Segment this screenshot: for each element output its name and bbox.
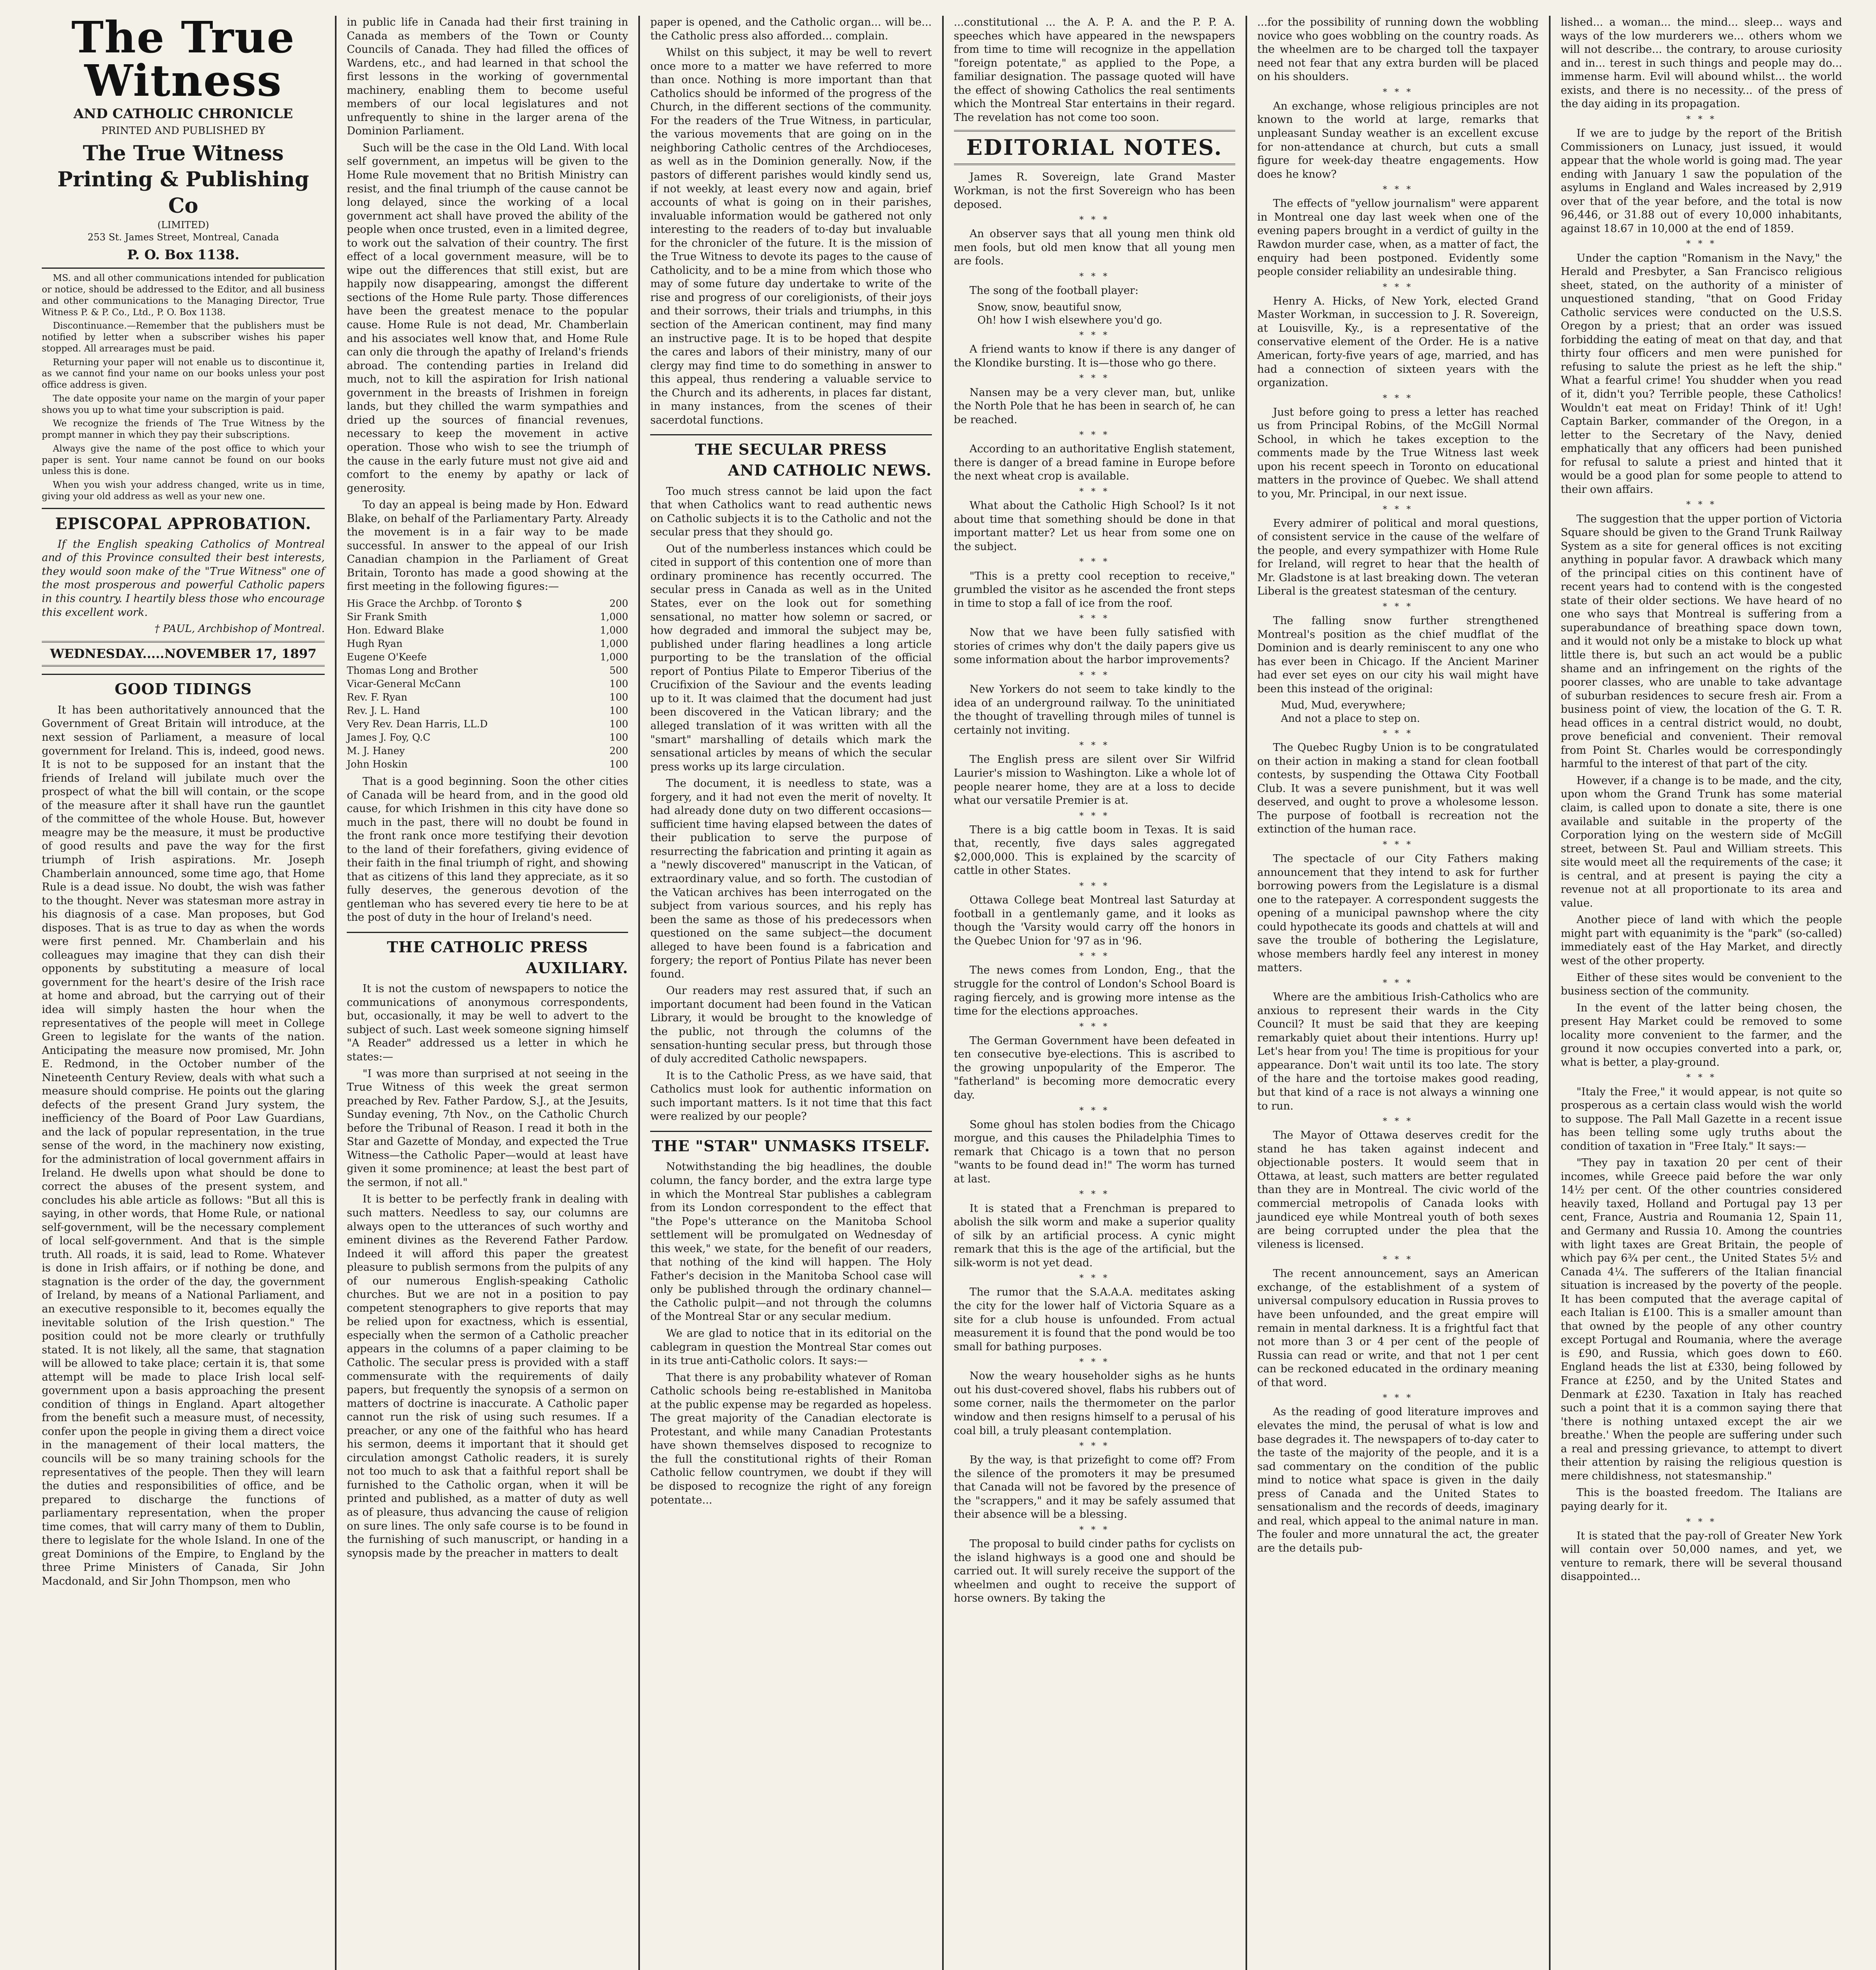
article-paragraph: It has been authoritatively announced that the Government of Great Britain will introduce, at the next session of Parliament, a measure of local government for Ireland. This is, indeed, good news. It is not to be supposed for an instant that the friends of Ireland will jubilate much over the prospect of what the bill will contain, or the scope of the measure after it shall have run the gauntlet of the committee of the whole House. But, however meagre may be the measure, it must be productive of good results and pave the way for the first triumph of Irish aspirations. Mr. Joseph Chamberlain announced, some time ago, that Home Rule is a dead issue. No doubt, the wish was father to the thought. Never was statesman more astray in his diagnosis of a case. Man proposes, but God disposes. That is as true to day as when the words were first penned. Mr. Chamberlain and his colleagues may imagine that they can dish their opponents by substituting a measure of local government for the heart's desire of the Irish race at home and abroad, but the carrying out of their idea will simply hasten the hour when the representatives of the people will meet in College Green to legislate for the wants of the nation. Anticipating the measure now promised, Mr. John E. Redmond, in the October number of the Nineteenth Century Review, deals with what such a measure should comprise. He points out the glaring defects of the present Grand Jury system, the inefficiency of the Board of Poor Law Guardians, and the lack of popular representation, in the true sense of the word, in the machinery now existing, for the administration of local government affairs in Ireland. He dwells upon what should be done to correct the abuses of the present system, and concludes his able article as follows: "But all this is saying, in other words, that Home Rule, or national self-government, will be the necessary complement of local self-government. And that is the simple truth. All roads, it is said, lead to Rome. Whatever is done in Irish affairs, or if nothing be done, and stagnation is the order of the day, the government of Ireland, by means of a National Parliament, and an executive responsible to it, becomes equally the inevitable solution of the Irish question." The position could not be more clearly or truthfully stated. It is not likely, all the same, that stagnation will be allowed to take place; certain it is, that some attempt will be made to place Irish local self-government upon a basis approaching the present condition of things in England. Apart altogether from the benefit such a measure must, of necessity, confer upon the people in giving them a direct voice in the management of their local matters, the councils will be so many training schools for the representatives of the people. Then they will learn the duties and responsibilities of office, and be prepared to discharge the functions of parliamentary representation, when the proper time comes, that will carry many of them to Dublin, there to legislate for the whole Island. In one of the great Dominions of the Empire, to England by the three Prime Ministers of Canada, Sir John Macdonald, and Sir John Thompson, men who — [42, 704, 325, 1587]
article-paragraph: We are glad to notice that in its editorial on the cablegram in question the Montreal Star comes out in its true anti-Catholic colors. It says:— — [650, 1327, 932, 1367]
article-paragraph: Out of the numberless instances which could be cited in support of this contention one of more than ordinary prominence has recently occurred. The secular press in Canada as well as in the United States, ever on the look out for something sensational, no matter how solemn or sacred, or how degraded and immoral the subject may be, published under flaring headlines a long article purporting to be the translation of the official report of Pontius Pilate to Emperor Tiberius of the Crucifixion of the Saviour and the events leading up to it. It was claimed that the document had just been discovered in the Vatican library; and the alleged translation of it was written with all the "smart" marshalling of details which mark the sensational articles by means of which the secular press works up its large circulation. — [650, 543, 932, 773]
editorial-note: According to an authoritative English statement, there is danger of a bread famine in Europe before the next wheat crop is available. — [954, 443, 1235, 483]
catholic-press-subheading: AUXILIARY. — [526, 959, 628, 977]
verse-line: And not a place to step on. — [1281, 712, 1420, 725]
notice: When you wish your address changed, write us in time, giving your old address as well as your new one. — [42, 480, 325, 502]
subscriber-name: Thomas Long and Brother — [347, 664, 478, 676]
verse — [1281, 699, 1539, 725]
article-paragraph: Notwithstanding the big headlines, the double column, the fancy border, and the extra large type in which the Montreal Star publishes a cablegram from its London correspondent to the effect that "the Pope's utterance on the Manitoba School settlement will be promulgated on Wednesday of this week," we state, for the benefit of our readers, that nothing of the kind will happen. The Holy Father's decision in the Manitoba School case will only be published through the ordinary channel—the Catholic pulpit—and not through the columns of the Montreal Star or any secular medium. — [650, 1161, 932, 1323]
subscription-row — [347, 624, 628, 637]
subscriber-name: Very Rev. Dean Harris, LL.D — [347, 718, 488, 730]
subscription-row — [347, 637, 628, 650]
subscription-amount: 100 — [609, 758, 628, 770]
editorial-note: What about the Catholic High School? Is it not about time that something should be done in that important matter? Let us hear from some one on the subject. — [954, 500, 1235, 553]
separator-stars: * * * — [1079, 1273, 1110, 1284]
editorial-note: The spectacle of our City Fathers making announcement that they intend to ask for further borrowing powers from the Legislature is a dismal one to the ratepayer. A correspondent suggests the opening of a municipal pawnshop where the city could hypothecate its goods and chattels at will and save the trouble of bothering the Legislature, whose members hardly feel any interest in money matters. — [1257, 853, 1539, 974]
separator-stars: * * * — [1686, 114, 1717, 125]
subscriber-name: Hon. Edward Blake — [347, 624, 444, 636]
catholic-press-heading: THE CATHOLIC PRESS — [347, 932, 628, 957]
subscriber-name: Vicar-General McCann — [347, 678, 461, 690]
column-4 — [942, 16, 1246, 1970]
editorial-note: "They pay in taxation 20 per cent of their incomes, while Greece paid before the war only 14½ per cent. Of the other countries considered heavily taxed, Holland and Portugal pay 13 per cent, France, Austria and Roumania 12, Spain 11, and Germany and Russia 10. Among the countries with light taxes are Great Britain, the people of which pay 6¾ per cent., the United States 5½ and Canada 4¼. The sufferers of the Italian financial situation is increased by the poverty of the people. It has been computed that the average capital of each Italian is £100. This is a smaller amount than that owned by the people of any other country except Portugal and Roumania, where the average is £90, and Russia, which goes down to £60. England heads the list at £330, being followed by France at £250, and by the United States and Denmark at £230. Taxation in Italy has reached such a point that it is a common saying there that 'there is nothing untaxed except the air we breathe.' When the people are suffering under such a real and pressing grievance, to attempt to divert their attention by raising the religious question is mere childishness, not statesmanship." — [1560, 1157, 1842, 1482]
separator-stars: * * * — [1079, 614, 1110, 624]
masthead-po-box: P. O. Box 1138. — [127, 247, 240, 263]
editorial-note: lished... a woman... the mind... sleep... ways and ways of the low murderers we... others whom we will not describe... the contrary, to arouse curiosity and in... terest in such things and people may do... immense harm. Evil will abound whilst... the world exists, and there is no necessity... of the press of the day aiding in its propagation. — [1560, 16, 1842, 110]
editorial-note: Another piece of land with which the people might part with equanimity is the "park" (so-called) immediately east of the Hay Market, and directly west of the other property. — [1560, 914, 1842, 967]
subscription-row — [347, 744, 628, 758]
subscription-amount: 1,000 — [600, 611, 628, 623]
article-paragraph: It is better to be perfectly frank in dealing with such matters. Needless to say, our columns are always open to the utterances of such worthy and eminent divines as the Reverend Father Pardow. Indeed it will afford this paper the greatest pleasure to publish sermons from the pulpits of any of our numerous English-speaking Catholic churches. But we are not in a position to pay competent stenographers to give reports that may be relied upon for exactness, which is essential, especially when the sermon of a Catholic preacher appears in the columns of a paper claiming to be Catholic. The secular press is provided with a staff commensurate with the requirements of daily papers, but frequently the synopsis of a sermon on matters of doctrine is inaccurate. A Catholic paper cannot run the risk of using such resumes. If a preacher, or any one of the faithful who has heard his sermon, deems it important that it should get circulation amongst Catholic readers, it is surely not too much to ask that a faithful report shall be furnished to the Catholic organ, when it will be printed and published, as a matter of duty as well as of pleasure, thus advancing the cause of religion on sure lines. The only safe course is to be found in the furnishing of such manuscript, or handing in a synopsis made by the preacher in matters to dealt — [347, 1193, 628, 1559]
article-paragraph: ...constitutional ... the A. P. A. and the P. P. A. speeches which have appeared in the newspapers from time to time will recognize in the appellation "foreign potentate," as applied to the Pope, a familiar designation. The passage quoted will have the effect of showing Catholics the real sentiments which the Montreal Star entertains in their regard. The revelation has not come too soon. — [954, 16, 1235, 124]
subscription-row — [347, 650, 628, 664]
verse-line: Mud, Mud, everywhere; — [1281, 699, 1406, 712]
editorial-note: Now the weary householder sighs as he hunts out his dust-covered shovel, flabs his rubbers out of some corner, nails the thermometer on the parlor window and then resigns himself to a perusal of his coal bill, a truly pleasant contemplation. — [954, 1370, 1235, 1437]
editorial-note: The falling snow further strengthened Montreal's position as the chief mudflat of the Dominion and is dearly reminiscent to any one who has ever been in Chicago. If the Ancient Mariner had ever set eyes on our city his wail might have been this instead of the original: — [1257, 615, 1539, 695]
separator-stars: * * * — [1383, 1255, 1413, 1265]
editorial-note: An observer says that all young men think old men fools, but old men know that all young men are fools. — [954, 228, 1235, 268]
notice: We recognize the friends of The True Witness by the prompt manner in which they pay their subscriptions. — [42, 418, 325, 440]
editorial-note: Ottawa College beat Montreal last Saturday at football in a gentlemanly game, and it looks as though the 'Varsity would carry off the honors in the Quebec Union for '97 as in '96. — [954, 894, 1235, 947]
subscription-amount: 200 — [609, 745, 628, 756]
article-paragraph: That there is any probability whatever of Roman Catholic schools being re-established in Manitoba at the public expense may be regarded as hopeless. The great majority of the Canadian electorate is Protestant, and while many Canadian Protestants have shown themselves disposed to recognize to the full the constitutional rights of their Roman Catholic fellow countrymen, we doubt if they will be disposed to recognize the right of any foreign potentate... — [650, 1371, 932, 1506]
subscriber-name: James J. Foy, Q.C — [347, 731, 431, 743]
separator-stars: * * * — [1383, 393, 1413, 403]
separator-stars: * * * — [1079, 1189, 1110, 1200]
column-6 — [1549, 16, 1852, 1970]
separator-stars: * * * — [1383, 1393, 1413, 1403]
editorial-note: Nansen may be a very clever man, but, unlike the North Pole that he has been in search of, he can be reached. — [954, 386, 1235, 426]
subscriber-name: M. J. Haney — [347, 745, 405, 756]
subscription-row — [347, 758, 628, 771]
separator-stars: * * * — [1686, 1517, 1717, 1527]
editorial-note: "Italy the Free," it would appear, is not quite so prosperous as a certain class would wish the world to suppose. The Pall Mall Gazette in a recent issue has been telling some ugly truths about the condition of taxation in "Free Italy." It says:— — [1560, 1085, 1842, 1152]
separator-stars: * * * — [1079, 1022, 1110, 1032]
masthead-subtitle: AND CATHOLIC CHRONICLE — [73, 106, 293, 122]
editorial-note: "This is a pretty cool reception to receive," grumbled the visitor as he ascended the front steps in time to stop a fall of ice from the roof. — [954, 570, 1235, 610]
notice: The date opposite your name on the margin of your paper shows you up to what time your subscription is paid. — [42, 393, 325, 415]
separator-stars: * * * — [1079, 271, 1110, 282]
editorial-note: There is a big cattle boom in Texas. It is said that, recently, five days sales aggregated $2,000,000. This is explained by the scarcity of cattle in other States. — [954, 823, 1235, 877]
masthead-printed-by: PRINTED AND PUBLISHED BY — [101, 125, 266, 137]
editorial-note: A friend wants to know if there is any danger of the Klondike bursting. It is—those who go there. — [954, 343, 1235, 369]
editorial-note: Henry A. Hicks, of New York, elected Grand Master Workman, in succession to J. R. Sovereign, at Louisville, Ky., is a representative of the conservative element of the Order. He is a native American, forty-five years of age, married, and has had a connection of sixteen years with the organization. — [1257, 295, 1539, 389]
separator-stars: * * * — [1383, 602, 1413, 612]
editorial-note: By the way, is that prizefight to come off? From the silence of the promoters it may be presumed that Canada will not be favored by the presence of the "scrappers," and it may be safely assumed that their absence will be a blessing. — [954, 1454, 1235, 1521]
editorial-note: However, if a change is to be made, and the city, upon whom the Grand Trunk has some material claim, is called upon to donate a site, there is one available and suitable in the property of the Corporation lying on the western side of McGill street, between St. Paul and William streets. This site would meet all the requirements of the case; it is central, and at present is paying the city a revenue not at all proportionate to its area and value. — [1560, 774, 1842, 909]
separator-stars: * * * — [1383, 504, 1413, 515]
approbation-signature: † PAUL, Archbishop of Montreal. — [154, 623, 325, 635]
subscription-amount: 1,000 — [600, 637, 628, 649]
good-tidings-heading: GOOD TIDINGS — [42, 674, 325, 699]
editorial-note: This is the boasted freedom. The Italians are paying dearly for it. — [1560, 1487, 1842, 1513]
separator-stars: * * * — [1383, 282, 1413, 292]
separator-stars: * * * — [1079, 952, 1110, 962]
verse — [978, 301, 1235, 327]
editorial-note: Now that we have been fully satisfied with stories of crimes why don't the daily papers give us some information about the harbor improvements? — [954, 626, 1235, 666]
editorial-notes-heading: EDITORIAL NOTES. — [954, 130, 1235, 165]
editorial-note: The effects of "yellow journalism" were apparent in Montreal one day last week when one of the evening papers brought in a verdict of guilty in the Rawdon murder case, when, as a matter of fact, the enquiry had been postponed. Evidently some people consider reliability an undesirable thing. — [1257, 197, 1539, 278]
separator-stars: * * * — [1079, 331, 1110, 341]
separator-stars: * * * — [1079, 374, 1110, 384]
separator-stars: * * * — [1079, 215, 1110, 225]
editorial-note: The recent announcement, says an American exchange, of the establishment of a system of universal compulsory education in Russia proves to have been unfounded, and the great empire will remain in mental darkness. It is a frightful fact that not more than 3 or 4 per cent of the people of Russia can read or write, and that not 1 per cent can be reckoned educated in the ordinary meaning of that word. — [1257, 1267, 1539, 1389]
subscription-row — [347, 610, 628, 624]
separator-stars: * * * — [1686, 1073, 1717, 1083]
subscription-amount: 100 — [609, 691, 628, 703]
star-unmasks-heading: THE "STAR" UNMASKS ITSELF. — [650, 1131, 931, 1156]
subscription-amount: 1,000 — [600, 624, 628, 636]
notice: MS. and all other communications intended for publication or notice, should be addressed to the Editor, and all business and other communications to the Managing Director, True Witness P. & P. Co., Ltd., P. O. Box 1138. — [42, 273, 325, 318]
article-paragraph: It is not the custom of newspapers to notice the communications of anonymous correspondents, but, occasionally, it may be well to advert to the subject of such. Last week someone signing himself "A Reader" addressed us a letter in which he states:— — [347, 983, 628, 1063]
editorial-note: James R. Sovereign, late Grand Master Workman, is not the first Sovereign who has been deposed. — [954, 171, 1235, 211]
subscriber-name: His Grace the Archbp. of Toronto $ — [347, 597, 522, 609]
subscriber-name: Rev. J. L. Hand — [347, 704, 420, 716]
article-paragraph: Too much stress cannot be laid upon the fact that when Catholics want to read authentic news on Catholic subjects it is to the Catholic and not the secular press that they should go. — [650, 485, 932, 539]
subscription-amount: 500 — [609, 664, 628, 676]
separator-stars: * * * — [1686, 500, 1717, 510]
approbation-heading: EPISCOPAL APPROBATION. — [42, 508, 325, 534]
separator-stars: * * * — [1079, 811, 1110, 821]
editorial-note: The news comes from London, Eng., that the struggle for the control of London's School Board is raging fiercely, and is growing more intense as the time for the elections approaches. — [954, 964, 1235, 1018]
subscription-row — [347, 691, 628, 704]
separator-stars: * * * — [1079, 557, 1110, 567]
separator-stars: * * * — [1079, 430, 1110, 440]
secular-press-heading: THE SECULAR PRESS — [650, 434, 931, 459]
subscription-amount: 100 — [609, 731, 628, 743]
dateline: WEDNESDAY.....NOVEMBER 17, 1897 — [42, 641, 325, 667]
subscriber-name: Hugh Ryan — [347, 637, 403, 649]
notice: Discontinuance.—Remember that the publishers must be notified by letter when a subscriber wishes his paper stopped. All arrearages must be paid. — [42, 321, 325, 354]
editorial-note: Where are the ambitious Irish-Catholics who are anxious to represent their wards in the City Council? It must be said that they are keeping remarkably quiet about their intentions. Hurry up! Let's hear from you! The time is propitious for your appearance. Don't wait until its too late. The story of the hare and the tortoise makes good reading, but that kind of a race is not always a winning one to run. — [1257, 991, 1539, 1112]
subscription-row — [347, 677, 628, 691]
article-paragraph: That is a good beginning. Soon the other cities of Canada will be heard from, and in the good old cause, for which Irishmen in this city have done so much in the past, there will no doubt be found in the front rank once more testifying their devotion to the land of their forefathers, giving evidence of their faith in the final triumph of right, and showing that as citizens of this land they appreciate, as it so fully deserves, the generous devotion of the gentleman who has severed every tie here to be at the post of duty in the hour of Ireland's need. — [347, 775, 628, 924]
column-2 — [335, 16, 638, 1970]
editorial-note: An exchange, whose religious principles are not known to the world at large, remarks that unpleasant Sunday weather is an excellent excuse for non-attendance at church, but cuts a small figure for week-day theatre engagements. How does he know? — [1257, 100, 1539, 180]
verse-line: Snow, snow, beautiful snow, — [977, 301, 1122, 313]
article-paragraph: "I was more than surprised at not seeing in the True Witness of this week the great sermon preached by Rev. Father Pardow, S.J., at the Jesuits, Sunday evening, 7th Nov., on the Catholic Church before the Tribunal of Reason. I read it both in the Star and Gazette of Monday, and expected the True Witness—the Catholic Paper—would at least have given it some prominence; at least the best part of the sermon, if not all." — [347, 1067, 628, 1189]
separator-stars: * * * — [1383, 729, 1413, 739]
column-1 — [32, 16, 335, 1970]
separator-stars: * * * — [1079, 487, 1110, 497]
separator-stars: * * * — [1079, 1357, 1110, 1368]
masthead-limited: (LIMITED) — [157, 219, 209, 231]
article-paragraph: It is to the Catholic Press, as we have said, that Catholics must look for authentic information on such important matters. Is it not time that this fact were realized by our people? — [650, 1069, 932, 1123]
article-paragraph: The document, it is needless to state, was a forgery, and it had not even the merit of novelty. It had already done duty on two different occasions—sufficient time having elapsed between the dates of their publication to serve the purpose of resurrecting the fabrication and printing it again as a "newly discovered" manuscript in the Vatican, of extraordinary value, and so forth. The custodian of the Vatican archives has been interrogated on the subject from various sources, and his reply has been the same as those of his predecessors when questioned on the same subject—the document alleged to have been found is a fabrication and forgery; the report of Pontius Pilate has never been found. — [650, 777, 932, 980]
editorial-note: It is stated that the pay-roll of Greater New York will contain over 50,000 names, and yet, we venture to remark, there will be several thousand disappointed... — [1560, 1530, 1842, 1583]
subscription-row — [347, 731, 628, 744]
article-paragraph: To day an appeal is being made by Hon. Edward Blake, on behalf of the Parliamentary Party. Already the movement is in a fair way to be made successful. In answer to the appeal of our Irish Canadian champion in the Parliament of Great Britain, Toronto has made a good showing at the first meeting in the following figures:— — [347, 499, 628, 593]
masthead-company: The True Witness Printing & Publishing Co — [57, 141, 309, 218]
article-paragraph: in public life in Canada had their first training in Canada as members of the Town or County Councils of Canada. They had filled the offices of Wardens, etc., and had learned in that school the first lessons in the working of governmental machinery, enabling them to become useful members of our local legislatures and not unfrequently to shine in the larger arena of the Dominion Parliament. — [347, 16, 628, 138]
article-paragraph: Such will be the case in the Old Land. With local self government, an impetus will be given to the Home Rule movement that no British Ministry can resist, and the final triumph of the cause cannot be long delayed, since the working of a local government act shall have proved the ability of the people when once trusted, even in a limited degree, to work out the salvation of their country. The first effect of a local government measure, will be to wipe out the differences that still exist, but are happily now disappearing, amongst the different sections of the Home Rule party. Those differences have been the greatest menace to the popular cause. Home Rule is not dead, Mr. Chamberlain and his associates well know that, and Home Rule can only die through the apathy of Ireland's friends abroad. The contending parties in Ireland did much, not to kill the aspiration for Irish national government in the breasts of Irishmen in foreign lands, but they chilled the warm sympathies and dried up the sources of financial revenues, necessary to keep the movement in active operation. Those who wish to see the triumph of the cause in the early future must not give aid and comfort to the enemy by apathy or lack of generosity. — [347, 141, 628, 494]
subscription-amount: 100 — [609, 678, 628, 690]
subscription-amount: 1,000 — [600, 651, 628, 663]
article-paragraph: Our readers may rest assured that, if such an important document had been found in the Vatican Library, it would be brought to the knowledge of the public, not through the columns of the sensation-hunting secular press, but through those of duly accredited Catholic newspapers. — [650, 985, 932, 1065]
notice: Returning your paper will not enable us to discontinue it, as we cannot find your name on our books unless your post office address is given. — [42, 357, 325, 390]
editorial-note: As the reading of good literature improves and elevates the mind, the perusal of what is low and base degrades it. The newspapers of to-day cater to the taste of the majority of the people, and it is a sad commentary on the condition of the public mind to notice what space is given in the daily press of Canada and the United States to sensationalism and the records of deeds, imaginary and real, which appeal to the animal nature in man. The fouler and more unnatural the act, the greater are the details pub- — [1257, 1406, 1539, 1554]
article-paragraph: Whilst on this subject, it may be well to revert once more to a matter we have referred to more than once. Nothing is more important than that Catholics should be informed of the progress of the Church, in the different sections of the community. For the readers of the True Witness, in particular, the various movements that are going on in the neighboring Catholic centres of the Archdioceses, as well as in the Dominion generally. Now, if the pastors of different parishes would kindly send us, if not weekly, at least every now and again, brief accounts of what is going on in their parishes, invaluable information would be gathered not only interesting to the readers of to-day but invaluable for the chronicler of the future. It is the mission of the True Witness to devote its pages to the cause of Catholicity, and to be a mine from which those who may of some future day undertake to write of the rise and progress of our coreligionists, of their joys and their sorrows, their trials and triumphs, in this section of the American continent, may find many an instructive page. It is to be hoped that despite the cares and labors of their ministry, many of our clergy may find time to do something in answer to this appeal, thus rendering a valuable service to the Church and its adherents, in places far distant, in many instances, from the scenes of their sacerdotal functions. — [650, 46, 932, 426]
editorial-note: The suggestion that the upper portion of Victoria Square should be given to the Grand Trunk Railway System as a site for general offices is not exciting anything in popular favor. A drawback which many of the principal cities on this continent have of recent years had to contend with is the congested state of their older sections. We have heard of no one who says that Montreal is suffering from a superabundance of breathing space down town, and it would not only be a mistake to block up what little there is, but such an act would be a public shame and an infringement on the rights of the poorer classes, who are unable to take advantage of suburban residences to secure fresh air. From a business point of view, the location of the G. T. R. head offices in a central district would, no doubt, prove beneficial and convenient. Their removal from Point St. Charles would be correspondingly harmful to the interest of that part of the city. — [1560, 513, 1842, 770]
subscription-amount: 200 — [609, 597, 628, 609]
newspaper-columns — [32, 16, 1852, 1970]
editorial-note: The proposal to build cinder paths for cyclists on the island highways is a good one and should be carried out. It will surely receive the support of the wheelmen and ought to receive the support of horse owners. By taking the — [954, 1538, 1235, 1605]
editorial-note: ...for the possibility of running down the wobbling novice who goes wobbling on the country roads. As the wheelmen are to be charged toll the taxpayer need not fear that any extra burden will be placed on his shoulders. — [1257, 16, 1539, 83]
separator-stars: * * * — [1383, 840, 1413, 850]
notice: Always give the name of the post office to which your paper is sent. Your name cannot be found on our books unless this is done. — [42, 443, 325, 477]
editorial-note: It is stated that a Frenchman is prepared to abolish the silk worm and make a superior quality of silk by an artificial process. A cynic might remark that this is the age of the artificial, but the silk-worm is not yet dead. — [954, 1202, 1235, 1269]
separator-stars: * * * — [1383, 185, 1413, 195]
masthead — [42, 16, 325, 269]
subscriber-name: Eugene O'Keefe — [347, 651, 427, 663]
separator-stars: * * * — [1079, 881, 1110, 891]
separator-stars: * * * — [1383, 978, 1413, 989]
editorial-note: If we are to judge by the report of the British Commissioners on Lunacy, just issued, it would appear that the whole world is going mad. The year ending with January 1 saw the population of the asylums in England and Wales increased by 2,919 over that of the year before, and the total is now 96,446, or 31.88 out of every 10,000 inhabitants, against 18.67 in 10,000 at the end of 1859. — [1560, 127, 1842, 235]
editorial-note: Every admirer of political and moral questions, of consistent service in the cause of the welfare of the people, and every sympathizer with Home Rule for Ireland, will regret to hear that the health of Mr. Gladstone is at last breaking down. The veteran Liberal is the greatest statesman of the century. — [1257, 517, 1539, 598]
subscription-row — [347, 597, 628, 610]
separator-stars: * * * — [1079, 1106, 1110, 1116]
subscription-row — [347, 717, 628, 731]
editorial-note: New Yorkers do not seem to take kindly to the idea of an underground railway. To the uninitiated the thought of travelling through miles of tunnel is certainly not inviting. — [954, 683, 1235, 736]
article-paragraph: paper is opened, and the Catholic organ... will be... the Catholic press also afforded... complain. — [650, 16, 932, 42]
editorial-note: Under the caption "Romanism in the Navy," the Herald and Presbyter, a San Francisco religious sheet, stated, on the authority of a minister of unquestioned standing, "that on Good Friday Catholic services were conducted on the U.S.S. Oregon by a priest; that an order was issued forbidding the eating of meat on that day, and that thirty four officers and men were punished for refusing to salute the priest as he left the ship." What a fearful crime! You shudder when you read of it, didn't you? Terrible people, these Catholics! Wouldn't eat meat on Friday! Think of it! Ugh! Captain Barker, commander of the Oregon, in a letter to the Secretary of the Navy, denied emphatically that any officers had been punished for refusal to salute a priest and hinted that it would be a good plan for some people to attend to their own affairs. — [1560, 252, 1842, 496]
subscription-row — [347, 664, 628, 677]
separator-stars: * * * — [1079, 1441, 1110, 1451]
subscription-row — [347, 704, 628, 717]
separator-stars: * * * — [1079, 741, 1110, 751]
subscription-list — [347, 597, 628, 771]
verse-line: Oh! how I wish elsewhere you'd go. — [977, 314, 1162, 326]
editorial-note: The Mayor of Ottawa deserves credit for the stand he has taken against indecent and objectionable posters. It would seem that in Ottawa, at least, such matters are better regulated than they are in Montreal. The civic world of the commercial metropolis of Canada looks with jaundiced eye while Montreal youth of both sexes are being corrupted under the plea that the vileness is licensed. — [1257, 1129, 1539, 1251]
subscriber-name: Sir Frank Smith — [347, 611, 427, 623]
editorial-note: Some ghoul has stolen bodies from the Chicago morgue, and this causes the Philadelphia Times to remark that Chicago is a town that no person "wants to be found dead in!" The worm has turned at last. — [954, 1118, 1235, 1185]
subscriber-name: Rev. F. Ryan — [347, 691, 407, 703]
editorial-note: Either of these sites would be convenient to the business section of the community. — [1560, 971, 1842, 998]
column-5 — [1246, 16, 1549, 1970]
secular-press-subheading: AND CATHOLIC NEWS. — [728, 461, 932, 479]
editorial-note: Just before going to press a letter has reached us from Principal Robins, of the McGill Normal School, in which he takes exception to the comments made by the True Witness last week upon his recent speech in Toronto on educational matters in the province of Quebec. We shall attend to you, Mr. Principal, in our next issue. — [1257, 406, 1539, 500]
editorial-note: The song of the football player: — [969, 284, 1139, 297]
subscriber-name: John Hoskin — [347, 758, 408, 770]
separator-stars: * * * — [1383, 1117, 1413, 1127]
editorial-note: The English press are silent over Sir Wilfrid Laurier's mission to Washington. Like a whole lot of people nearer home, they are at a loss to decide what our versatile Premier is at. — [954, 753, 1235, 807]
masthead-title: The True Witness — [71, 16, 296, 106]
editorial-note: In the event of the latter being chosen, the present Hay Market could be removed to some locality more convenient to the farmer, and the ground it now occupies converted into a park, or, what is better, a play-ground. — [1560, 1002, 1842, 1069]
separator-stars: * * * — [1079, 670, 1110, 680]
subscription-amount: 100 — [609, 718, 628, 730]
approbation-text: If the English speaking Catholics of Montreal and of this Province consulted their best interests, they would soon make of the "True Witness" one of the most prosperous and powerful Catholic papers in this country. I heartily bless those who encourage this excellent work. — [42, 538, 325, 619]
column-3 — [638, 16, 942, 1970]
masthead-address: 253 St. James Street, Montreal, Canada — [87, 232, 279, 243]
editorial-note: The rumor that the S.A.A.A. meditates asking the city for the lower half of Victoria Square as a site for a club house is unfounded. From actual measurement it is found that the pond would be too small for bathing purposes. — [954, 1286, 1235, 1353]
editorial-note: The German Government have been defeated in ten consecutive bye-elections. This is ascribed to the growing unpopularity of the Emperor. The "fatherland" is becoming more democratic every day. — [954, 1034, 1235, 1101]
subscription-amount: 100 — [609, 704, 628, 716]
separator-stars: * * * — [1686, 239, 1717, 249]
separator-stars: * * * — [1383, 87, 1413, 97]
separator-stars: * * * — [1079, 1525, 1110, 1535]
editorial-note: The Quebec Rugby Union is to be congratulated on their action in making a stand for clean football contests, by suspending the Ottawa City Football Club. It was a severe punishment, but it was well deserved, and ought to prove a wholesome lesson. The purpose of football is recreation not the extinction of the human race. — [1257, 742, 1539, 836]
